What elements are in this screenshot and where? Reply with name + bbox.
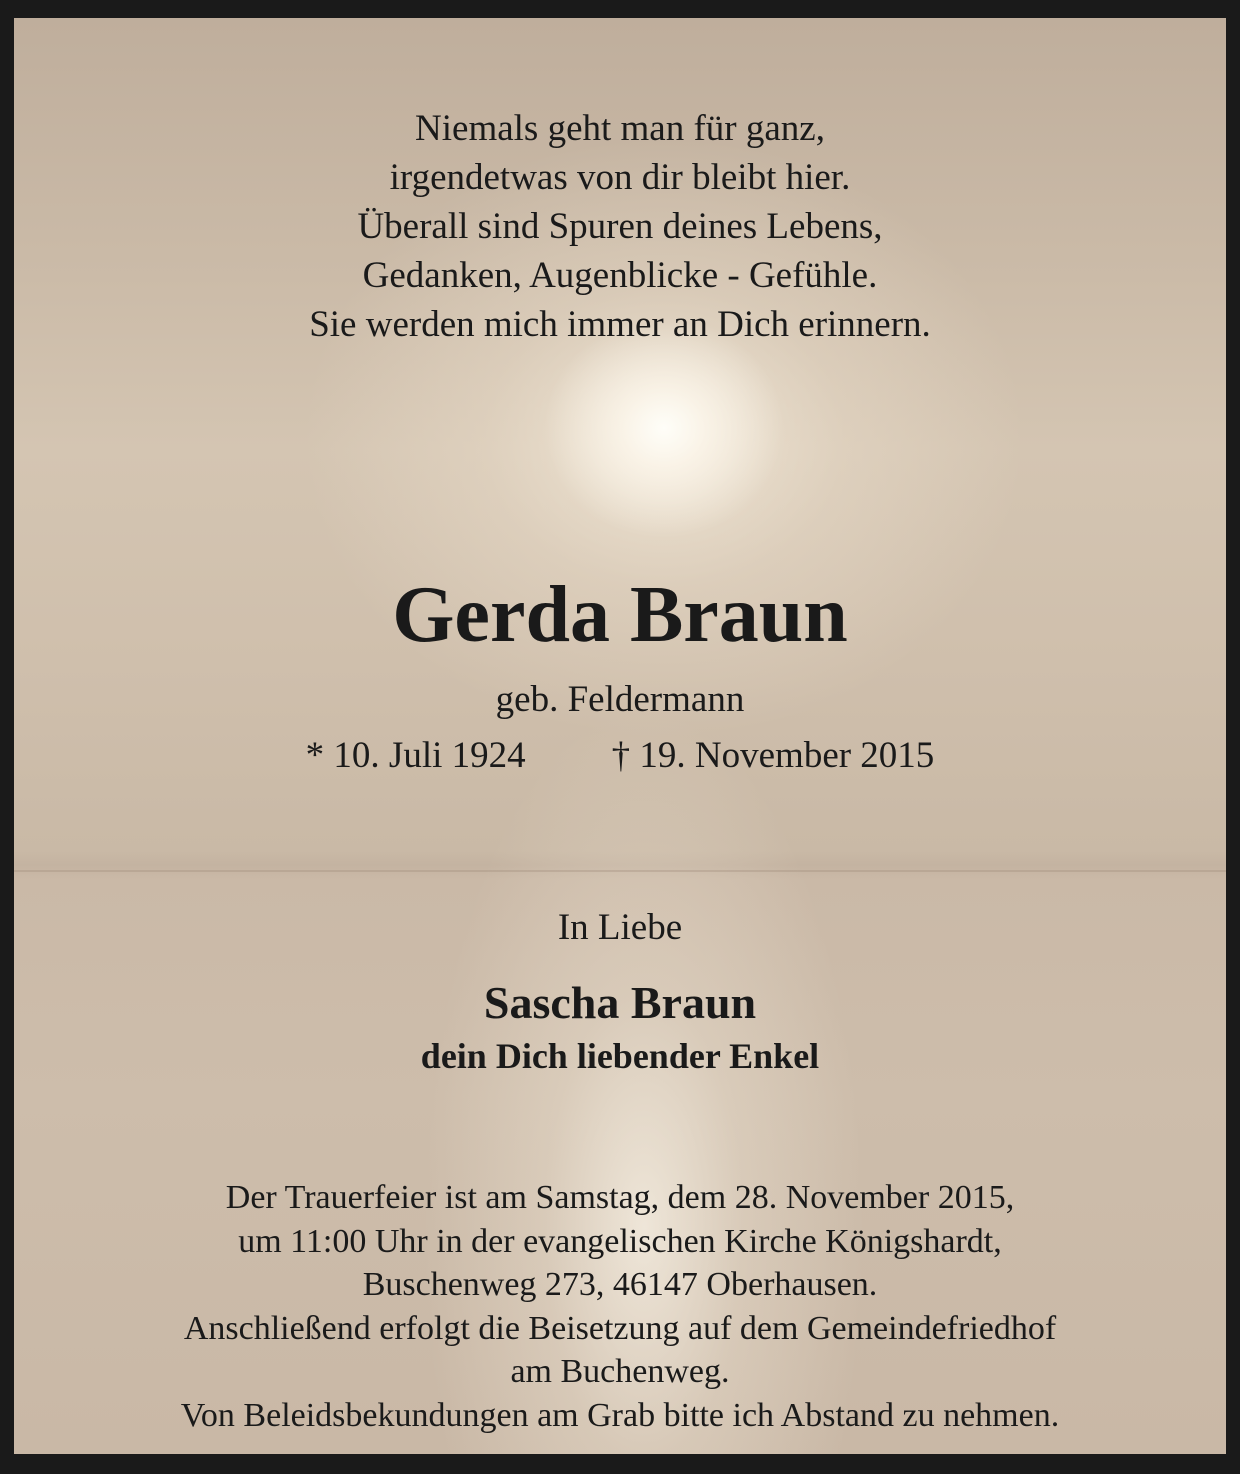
life-dates	[14, 734, 1226, 778]
poem-line: irgendetwas von dir bleibt hier.	[389, 157, 851, 198]
birth-date: * 10. Juli 1924	[305, 735, 526, 776]
service-line: Von Beleidsbekundungen am Grab bitte ich Abstand zu nehmen.	[180, 1396, 1060, 1434]
service-line: am Buchenweg.	[510, 1353, 730, 1390]
mourner-relation: dein Dich liebender Enkel	[420, 1036, 820, 1076]
death-date: † 19. November 2015	[611, 735, 935, 776]
poem-line: Niemals geht man für ganz,	[415, 108, 825, 149]
service-line: Der Trauerfeier ist am Samstag, dem 28. November 2015,	[225, 1179, 1015, 1216]
poem-line: Gedanken, Augenblicke - Gefühle.	[362, 255, 878, 296]
mourner-name: Sascha Braun	[483, 977, 757, 1028]
service-line: Buschenweg 273, 46147 Oberhausen.	[362, 1266, 878, 1303]
service-line: Anschließend erfolgt die Beisetzung auf dem Gemeindefriedhof	[183, 1309, 1057, 1347]
service-line: um 11:00 Uhr in der evangelischen Kirche Königshardt,	[238, 1222, 1002, 1260]
deceased-name: Gerda Braun	[392, 571, 848, 659]
maiden-name: geb. Feldermann	[495, 679, 745, 720]
poem	[14, 104, 1226, 349]
poem-line: Sie werden mich immer an Dich erinnern.	[309, 304, 931, 345]
mourner-intro: In Liebe	[557, 907, 683, 948]
sea-horizon	[14, 870, 1226, 872]
poem-line: Überall sind Spuren deines Lebens,	[357, 206, 883, 247]
service-details	[14, 1176, 1226, 1437]
